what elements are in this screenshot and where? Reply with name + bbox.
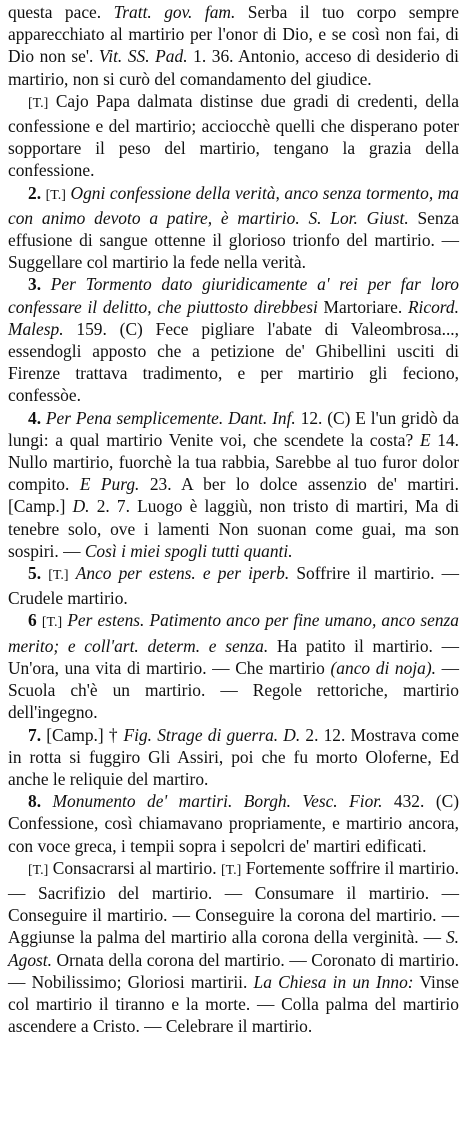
- source-tag: [T.]: [220, 862, 242, 878]
- body-text: [Camp.] †: [46, 724, 124, 745]
- body-text: 2. 12. Mostrava come in rotta si fuggiro Gli Assiri, poi che fu morto Oloferne, Ed anche le reliquie del martiro.: [8, 724, 459, 789]
- sense-number: 3.: [28, 274, 51, 295]
- entry-paragraph: [8, 182, 459, 274]
- italic-text: Tratt. gov. fam.: [113, 2, 236, 22]
- source-tag: [T.]: [28, 862, 49, 878]
- italic-text: Fig. Strage di guerra. D.: [123, 724, 301, 745]
- body-text: Consacrarsi al martirio.: [48, 857, 221, 878]
- entry-paragraph: [8, 609, 459, 723]
- entry-paragraph: [8, 562, 459, 609]
- body-text: 159. (C) Fece pigliare l'abate di Valeombrosa..., essendogli apposto che a petizione de' Ghibellini usciti di Firenze trattava tradimento, e per martirio gli feciono, confessòe.: [8, 318, 459, 406]
- sense-number: 5.: [28, 563, 49, 584]
- body-text: 12. (C) E l'un gridò da lungi: a qual martirio Venite voi, che scendete la costa?: [8, 407, 460, 450]
- body-text: Fortemente soffrire il martirio. — Sacrifizio del martirio. — Consumare il martirio. — Conseguire il martirio. — Conseguire la corona del martirio. — Aggiunse la palma del martirio alla corona della verginità. —: [8, 857, 459, 948]
- italic-text: Vit. SS. Pad.: [98, 46, 188, 67]
- entry-paragraph: [8, 1, 459, 90]
- sense-number: 6: [28, 610, 42, 631]
- body-text: Soffrire il martirio. — Crudele martirio.: [8, 563, 459, 609]
- source-tag: [T.]: [41, 615, 63, 631]
- body-text: Senza effusione di sangue ottenne il glorioso trionfo del martirio. — Suggellare col martirio la fede nella verità.: [8, 207, 460, 273]
- sense-number: 2.: [28, 182, 46, 203]
- italic-text: Così i miei spogli tutti quanti.: [84, 540, 293, 561]
- entry-paragraph: [8, 407, 459, 562]
- body-text: 2. 7. Luogo è laggiù, non tristo di martiri, Ma di tenebre solo, ove i lamenti Non suonan come guai, ma son sospiri. —: [8, 496, 459, 561]
- italic-text: Per Tormento dato giuridicamente a' rei per far loro confessare il delitto, che piuttosto direbbesi: [8, 274, 460, 317]
- sense-number: 7.: [28, 724, 47, 745]
- body-text: Ornata della corona del martirio. — Coronato di martirio. — Nobilissimo; Gloriosi martirii.: [8, 949, 459, 992]
- italic-text: La Chiesa in un Inno:: [253, 971, 414, 992]
- source-tag: [T.]: [45, 187, 66, 203]
- source-tag: [T.]: [48, 568, 69, 584]
- italic-text: Per Pena semplicemente. Dant. Inf.: [45, 407, 296, 428]
- entry-paragraph: [8, 790, 459, 857]
- body-text: Cajo Papa dalmata distinse due gradi di credenti, della confessione e del martirio; acciocchè quelli che disperano poter sopportare il peso del martirio, tengano la grazia della confessione.: [8, 90, 459, 181]
- sense-number: 4.: [28, 407, 46, 428]
- body-text: Vinse col martirio il tiranno e la morte. — Colla palma del martirio ascendere a Cristo. — Celebrare il martirio.: [8, 971, 460, 1037]
- body-text: 1. 36. Antonio, acceso di desiderio di martirio, non si curò del comandamento del giudice.: [8, 46, 459, 89]
- body-text: 23. A ber lo dolce assenzio de' martiri. [Camp.]: [8, 474, 459, 517]
- body-text: Serba il tuo corpo sempre apparecchiato al martirio per l'onor di Dio, e se così non fai, di Dio non se'.: [8, 2, 459, 67]
- source-tag: [T.]: [28, 95, 49, 111]
- italic-text: D.: [72, 496, 90, 517]
- body-text: 14. Nullo martirio, fuorchè la tua rabbia, Sarebbe al tuo furor dolor compito.: [8, 429, 459, 495]
- body-text: questa pace.: [8, 2, 114, 22]
- body-text: Martoriare.: [317, 296, 408, 317]
- italic-text: S. Agost.: [8, 927, 459, 970]
- italic-text: E: [419, 429, 431, 450]
- italic-text: Anco per estens. e per iperb.: [75, 563, 290, 584]
- body-text: [69, 563, 76, 583]
- body-text: Ha patito il martirio. — Un'ora, una vita di martirio. — Che martirio: [8, 635, 459, 678]
- entry-paragraph: [8, 90, 459, 182]
- entry-paragraph: [8, 273, 459, 406]
- body-text: — Scuola ch'è un martirio. — Regole rettoriche, martirio dell'ingegno.: [8, 657, 459, 723]
- entry-paragraph: [8, 857, 459, 1038]
- sense-number: 8.: [28, 791, 53, 812]
- italic-text: Per estens. Patimento anco per fine umano, anco senza merito; e coll'art. determ. e senza.: [8, 610, 459, 656]
- italic-text: E Purg.: [79, 474, 140, 495]
- italic-text: Ricord. Malesp.: [8, 296, 459, 339]
- italic-text: Monumento de' martiri. Borgh. Vesc. Fior.: [52, 791, 383, 812]
- italic-text: Ogni confessione della verità, anco senza tormento, ma con animo devoto a patire, è martirio. S. Lor. Giust.: [8, 182, 459, 228]
- entry-paragraph: [8, 724, 459, 791]
- body-text: 432. (C) Confessione, così chiamavano propriamente, e martirio ancora, con voce greca, i tempii sopra i sepolcri de' martiri edificati.: [8, 791, 460, 856]
- italic-text: (anco di noja).: [330, 657, 436, 678]
